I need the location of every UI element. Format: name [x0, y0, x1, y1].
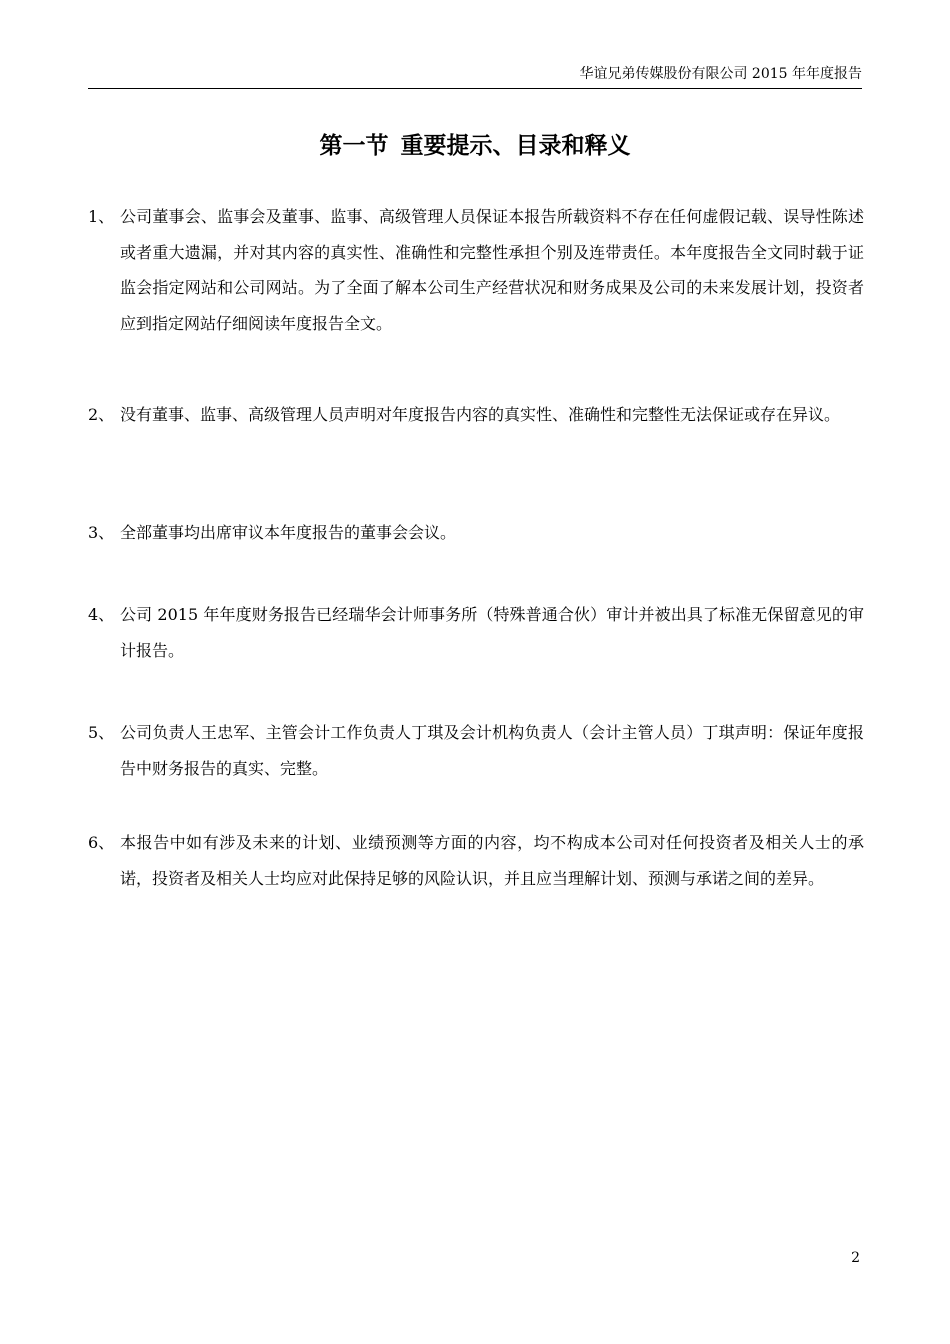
header-divider	[88, 88, 862, 89]
item-text: 没有董事、监事、高级管理人员声明对年度报告内容的真实性、准确性和完整性无法保证或存在异议。	[120, 405, 841, 424]
item-number: 5、	[88, 723, 115, 742]
item-number: 1、	[88, 207, 115, 226]
notice-item-3	[88, 515, 864, 551]
section-number: 第一节	[319, 132, 389, 159]
notice-item-1	[88, 199, 864, 341]
item-text: 公司董事会、监事会及董事、监事、高级管理人员保证本报告所载资料不存在任何虚假记载、误导性陈述或者重大遗漏，并对其内容的真实性、准确性和完整性承担个别及连带责任。本年度报告全文同时载于证监会指定网站和公司网站。为了全面了解本公司生产经营状况和财务成果及公司的未来发展计划，投资者应到指定网站仔细阅读年度报告全文。	[120, 207, 864, 333]
notice-item-4	[88, 597, 864, 668]
running-header: 华谊兄弟传媒股份有限公司 2015 年年度报告	[579, 66, 862, 82]
section-title	[0, 128, 950, 164]
item-text: 全部董事均出席审议本年度报告的董事会会议。	[120, 523, 457, 542]
notice-item-2	[88, 397, 864, 433]
section-heading: 重要提示、目录和释义	[400, 132, 631, 159]
item-text: 公司 2015 年年度财务报告已经瑞华会计师事务所（特殊普通合伙）审计并被出具了标准无保留意见的审计报告。	[120, 605, 864, 660]
item-number: 3、	[88, 523, 115, 542]
item-number: 2、	[88, 405, 115, 424]
item-number: 6、	[88, 833, 115, 852]
notice-item-5	[88, 715, 864, 786]
item-number: 4、	[88, 605, 115, 624]
item-text: 本报告中如有涉及未来的计划、业绩预测等方面的内容，均不构成本公司对任何投资者及相关人士的承诺，投资者及相关人士均应对此保持足够的风险认识，并且应当理解计划、预测与承诺之间的差异。	[120, 833, 864, 888]
item-text: 公司负责人王忠军、主管会计工作负责人丁琪及会计机构负责人（会计主管人员）丁琪声明：保证年度报告中财务报告的真实、完整。	[120, 723, 864, 778]
notice-item-6	[88, 825, 864, 896]
page-number: 2	[851, 1250, 860, 1266]
